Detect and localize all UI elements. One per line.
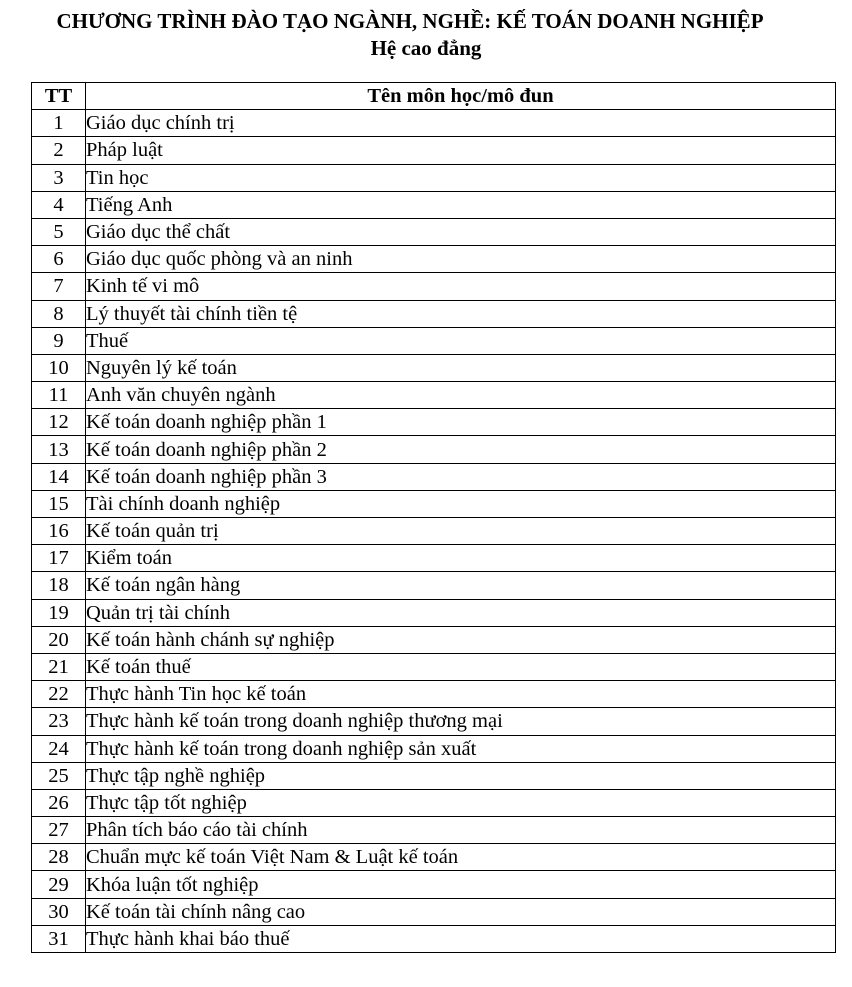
table-row <box>32 137 836 164</box>
subject-name: Kế toán doanh nghiệp phần 3 <box>86 463 836 490</box>
row-number: 28 <box>32 844 86 871</box>
row-number: 14 <box>32 463 86 490</box>
row-number: 3 <box>32 164 86 191</box>
row-number: 13 <box>32 436 86 463</box>
subject-name: Thực hành kế toán trong doanh nghiệp thương mại <box>86 708 836 735</box>
subject-name: Khóa luận tốt nghiệp <box>86 871 836 898</box>
row-number: 10 <box>32 354 86 381</box>
document-title: CHƯƠNG TRÌNH ĐÀO TẠO NGÀNH, NGHỀ: KẾ TOÁN DOANH NGHIỆP <box>56 9 764 33</box>
table-row <box>32 817 836 844</box>
table-row <box>32 409 836 436</box>
table-row <box>32 925 836 952</box>
subject-name: Tiếng Anh <box>86 191 836 218</box>
row-number: 31 <box>32 925 86 952</box>
table-row <box>32 382 836 409</box>
subject-name: Phân tích báo cáo tài chính <box>86 817 836 844</box>
table-row <box>32 708 836 735</box>
subject-name: Kế toán thuế <box>86 653 836 680</box>
table-row <box>32 354 836 381</box>
table-row <box>32 218 836 245</box>
subject-name: Giáo dục chính trị <box>86 110 836 137</box>
table-row <box>32 898 836 925</box>
table-header-row <box>32 83 836 110</box>
subject-name: Thuế <box>86 327 836 354</box>
row-number: 7 <box>32 273 86 300</box>
table-row <box>32 436 836 463</box>
subject-name: Kinh tế vi mô <box>86 273 836 300</box>
subject-name: Chuẩn mực kế toán Việt Nam & Luật kế toán <box>86 844 836 871</box>
subject-name: Kế toán tài chính nâng cao <box>86 898 836 925</box>
table-row <box>32 518 836 545</box>
subject-name: Anh văn chuyên ngành <box>86 382 836 409</box>
row-number: 11 <box>32 382 86 409</box>
row-number: 5 <box>32 218 86 245</box>
subject-name: Kế toán hành chánh sự nghiệp <box>86 626 836 653</box>
table-row <box>32 871 836 898</box>
row-number: 27 <box>32 817 86 844</box>
subject-name: Thực hành Tin học kế toán <box>86 681 836 708</box>
subject-name: Kế toán quản trị <box>86 518 836 545</box>
row-number: 16 <box>32 518 86 545</box>
table-row <box>32 681 836 708</box>
table-row <box>32 762 836 789</box>
table-row <box>32 164 836 191</box>
row-number: 23 <box>32 708 86 735</box>
table-row <box>32 273 836 300</box>
table-row <box>32 110 836 137</box>
row-number: 2 <box>32 137 86 164</box>
subject-table <box>31 82 836 953</box>
header-tt: TT <box>32 83 86 110</box>
row-number: 25 <box>32 762 86 789</box>
subject-name: Thực hành khai báo thuế <box>86 925 836 952</box>
table-row <box>32 490 836 517</box>
subject-name: Giáo dục quốc phòng và an ninh <box>86 246 836 273</box>
row-number: 18 <box>32 572 86 599</box>
header-subject-name: Tên môn học/mô đun <box>86 83 836 110</box>
table-row <box>32 844 836 871</box>
subject-name: Nguyên lý kế toán <box>86 354 836 381</box>
table-row <box>32 545 836 572</box>
subject-name: Thực tập tốt nghiệp <box>86 789 836 816</box>
row-number: 15 <box>32 490 86 517</box>
subject-name: Kế toán doanh nghiệp phần 1 <box>86 409 836 436</box>
subject-name: Quản trị tài chính <box>86 599 836 626</box>
subject-name: Kế toán ngân hàng <box>86 572 836 599</box>
row-number: 30 <box>32 898 86 925</box>
row-number: 26 <box>32 789 86 816</box>
subject-name: Giáo dục thể chất <box>86 218 836 245</box>
subject-name: Kế toán doanh nghiệp phần 2 <box>86 436 836 463</box>
table-row <box>32 191 836 218</box>
row-number: 29 <box>32 871 86 898</box>
row-number: 1 <box>32 110 86 137</box>
table-row <box>32 735 836 762</box>
row-number: 9 <box>32 327 86 354</box>
row-number: 20 <box>32 626 86 653</box>
row-number: 19 <box>32 599 86 626</box>
table-row <box>32 626 836 653</box>
row-number: 21 <box>32 653 86 680</box>
table-row <box>32 599 836 626</box>
subject-name: Thực tập nghề nghiệp <box>86 762 836 789</box>
table-row <box>32 463 836 490</box>
table-row <box>32 300 836 327</box>
document-subtitle: Hệ cao đẳng <box>370 36 482 60</box>
table-row <box>32 572 836 599</box>
row-number: 4 <box>32 191 86 218</box>
row-number: 17 <box>32 545 86 572</box>
row-number: 22 <box>32 681 86 708</box>
table-row <box>32 789 836 816</box>
subject-name: Tin học <box>86 164 836 191</box>
subject-name: Lý thuyết tài chính tiền tệ <box>86 300 836 327</box>
row-number: 12 <box>32 409 86 436</box>
row-number: 24 <box>32 735 86 762</box>
row-number: 8 <box>32 300 86 327</box>
subject-name: Thực hành kế toán trong doanh nghiệp sản xuất <box>86 735 836 762</box>
table-row <box>32 246 836 273</box>
subject-name: Tài chính doanh nghiệp <box>86 490 836 517</box>
table-row <box>32 327 836 354</box>
subject-name: Pháp luật <box>86 137 836 164</box>
row-number: 6 <box>32 246 86 273</box>
table-row <box>32 653 836 680</box>
subject-name: Kiểm toán <box>86 545 836 572</box>
table-body <box>32 110 836 953</box>
